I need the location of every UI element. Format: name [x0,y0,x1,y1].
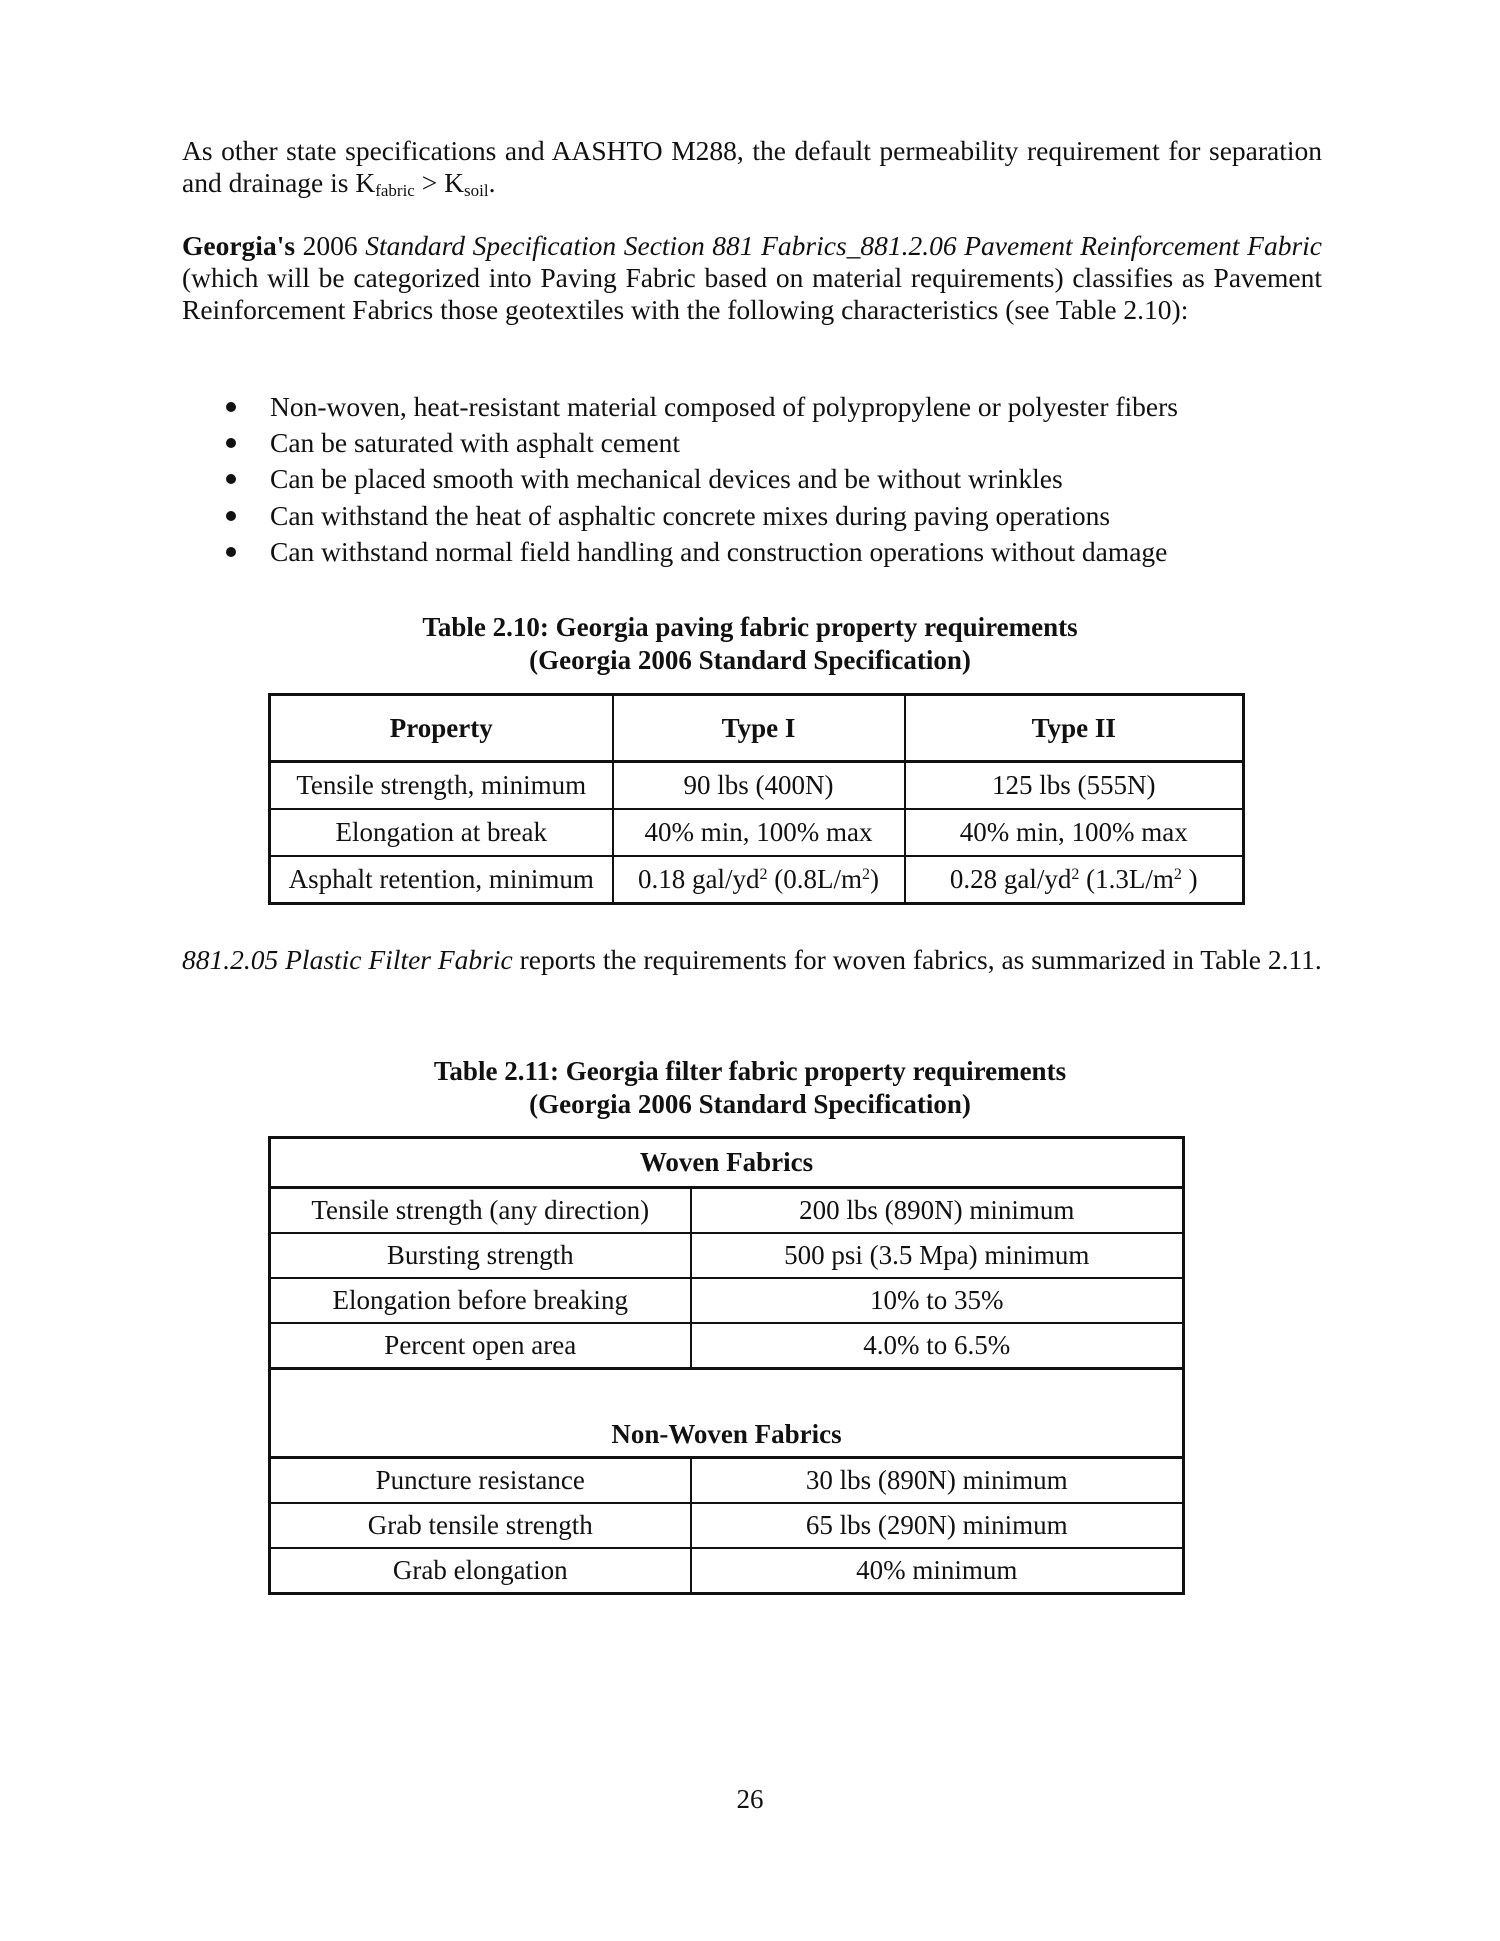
table-cell: Puncture resistance [270,1458,691,1504]
cell-part: (1.3L/m [1079,864,1174,894]
georgia-bold: Georgia's [182,230,296,261]
pavement-fabric-title: 881.2.06 Pavement Reinforcement Fabric [860,230,1322,261]
table-2-10-caption [0,611,1500,677]
bullet-icon [226,438,236,448]
k-fabric-subscript: fabric [375,181,415,200]
list-item-text: Can be saturated with asphalt cement [270,427,681,459]
table-2-11-caption [0,1055,1500,1121]
list-item [226,461,1178,497]
cell-part: ) [1181,864,1198,894]
table-row [270,762,1244,810]
page-number: 26 [736,1784,764,1814]
plastic-filter-title: 881.2.05 Plastic Filter Fabric [182,944,513,975]
non-woven-fabrics-header: Non-Woven Fabrics [270,1369,1184,1458]
cell-part: (0.8L/m [767,864,862,894]
paving-fabric-table [268,693,1245,905]
table-2-10-title: Table 2.10: Georgia paving fabric property requirements [422,612,1078,642]
woven-fabrics-header: Woven Fabrics [270,1138,1184,1188]
table-row [270,1458,1184,1504]
table-row [270,809,1244,856]
list-item-text: Can withstand the heat of asphaltic concrete mixes during paving operations [270,499,1111,531]
table-row [270,1548,1184,1594]
table-cell: Elongation at break [270,809,613,856]
list-item [226,534,1178,570]
filter-text: reports the requirements for woven fabrics, as summarized in Table 2.11. [512,944,1322,975]
table-row [270,1278,1184,1323]
header-type-i: Type I [613,695,905,762]
list-item-text: Can withstand normal field handling and construction operations without damage [270,535,1168,567]
table-cell: 65 lbs (290N) minimum [691,1503,1184,1548]
table-cell: Bursting strength [270,1233,691,1278]
table-2-11-title: Table 2.11: Georgia filter fabric property requirements [433,1056,1067,1086]
table-cell: Tensile strength, minimum [270,762,613,810]
table-header-row [270,695,1244,762]
table-cell: Tensile strength (any direction) [270,1188,691,1234]
k-soil: K [444,167,464,198]
characteristics-list [226,389,1178,570]
table-cell: 90 lbs (400N) [613,762,905,810]
table-cell: 30 lbs (890N) minimum [691,1458,1184,1504]
table-row [270,1503,1184,1548]
spec-section-title: Standard Specification Section 881 Fabrics [365,230,847,261]
k-fabric: K [355,167,376,198]
cell-part: ) [870,864,879,894]
table-cell: 4.0% to 6.5% [691,1323,1184,1369]
table-row [270,1233,1184,1278]
table-cell: Grab tensile strength [270,1503,691,1548]
greater-than: > [414,167,445,198]
table-2-11-subtitle: (Georgia 2006 Standard Specification) [529,1089,971,1119]
table-cell [613,856,905,904]
table-cell: Elongation before breaking [270,1278,691,1323]
list-item [226,389,1178,425]
bullet-icon [226,402,236,412]
list-item-text: Can be placed smooth with mechanical devices and be without wrinkles [270,463,1063,495]
bullet-icon [226,511,236,521]
table-cell: 125 lbs (555N) [905,762,1244,810]
cell-part: 0.28 gal/yd [949,864,1072,894]
cell-part: 0.18 gal/yd [638,864,760,894]
intro-paragraph [182,135,1322,199]
list-item [226,425,1178,461]
georgia-underscore: _ [846,230,861,261]
table-2-10-subtitle: (Georgia 2006 Standard Specification) [529,645,971,675]
table-cell: 10% to 35% [691,1278,1184,1323]
superscript: 2 [862,866,870,883]
list-item [226,498,1178,534]
header-type-ii: Type II [905,695,1244,762]
filter-paragraph [182,944,1322,976]
superscript: 2 [1071,866,1080,883]
superscript: 2 [1173,866,1182,883]
list-item-text: Non-woven, heat-resistant material composed of polypropylene or polyester fibers [270,391,1178,422]
header-property: Property [270,695,613,762]
table-row [270,1188,1184,1234]
table-cell: 500 psi (3.5 Mpa) minimum [691,1233,1184,1278]
table-cell: Percent open area [270,1323,691,1369]
intro-text: As other state specifications and AASHTO M288, the default permeability requirement for separation and drainage is [182,135,1322,198]
table-cell: Grab elongation [270,1548,691,1594]
bullet-icon [226,474,236,484]
table-header-row [270,1138,1184,1188]
table-cell: Asphalt retention, minimum [270,856,613,904]
table-row [270,856,1244,904]
table-cell: 200 lbs (890N) minimum [691,1188,1184,1234]
georgia-text-2: (which will be categorized into Paving Fabric based on material requirements) classifies as Pavement Reinforcement Fabrics those geotextiles with the following characteristics (see Table 2.10): [182,262,1322,325]
table-cell: 40% minimum [691,1548,1184,1594]
intro-period: . [488,167,496,198]
superscript: 2 [759,866,768,883]
bullet-icon [226,547,236,557]
georgia-paragraph [182,230,1322,326]
k-soil-subscript: soil [464,181,489,200]
georgia-text-1: 2006 [295,230,366,261]
table-cell: 40% min, 100% max [905,809,1244,856]
table-header-row [270,1369,1184,1458]
table-cell [905,856,1244,904]
table-row [270,1323,1184,1369]
table-cell: 40% min, 100% max [613,809,905,856]
filter-fabric-table [268,1136,1185,1595]
